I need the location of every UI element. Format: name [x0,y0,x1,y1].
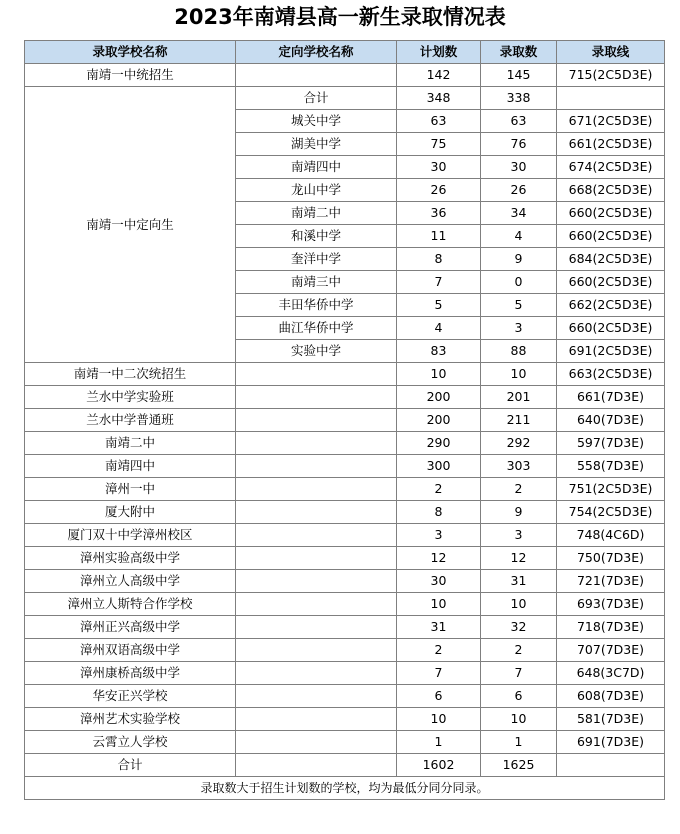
cell-admitted: 32 [481,616,557,639]
cell-school: 南靖一中二次统招生 [25,363,236,386]
table-row [25,409,665,432]
cell-plan: 6 [397,685,481,708]
cell-target: 城关中学 [236,110,397,133]
cell-target: 南靖二中 [236,202,397,225]
cell-plan: 11 [397,225,481,248]
cell-line [557,87,665,110]
cell-line: 660(2C5D3E) [557,317,665,340]
cell-admitted: 76 [481,133,557,156]
cell-target [236,662,397,685]
cell-plan: 4 [397,317,481,340]
cell-target: 龙山中学 [236,179,397,202]
cell-target [236,754,397,777]
cell-target [236,708,397,731]
cell-plan: 83 [397,340,481,363]
cell-admitted: 9 [481,501,557,524]
table-row [25,754,665,777]
header-line: 录取线 [557,41,665,64]
cell-school: 漳州立人斯特合作学校 [25,593,236,616]
cell-target: 奎洋中学 [236,248,397,271]
table-row [25,64,665,87]
cell-admitted: 7 [481,662,557,685]
admission-table [24,40,665,800]
cell-target [236,501,397,524]
table-row [25,593,665,616]
cell-plan: 26 [397,179,481,202]
cell-line: 661(2C5D3E) [557,133,665,156]
cell-line: 648(3C7D) [557,662,665,685]
cell-plan: 31 [397,616,481,639]
cell-line: 718(7D3E) [557,616,665,639]
cell-target [236,455,397,478]
cell-school: 漳州正兴高级中学 [25,616,236,639]
cell-line: 674(2C5D3E) [557,156,665,179]
cell-plan: 142 [397,64,481,87]
cell-line: 684(2C5D3E) [557,248,665,271]
cell-target: 南靖四中 [236,156,397,179]
cell-school: 漳州实验高级中学 [25,547,236,570]
cell-line: 691(2C5D3E) [557,340,665,363]
cell-plan: 7 [397,271,481,294]
cell-target [236,593,397,616]
cell-admitted: 31 [481,570,557,593]
cell-admitted: 1625 [481,754,557,777]
cell-line: 663(2C5D3E) [557,363,665,386]
cell-admitted: 34 [481,202,557,225]
cell-school: 南靖二中 [25,432,236,455]
cell-plan: 5 [397,294,481,317]
cell-school: 漳州立人高级中学 [25,570,236,593]
cell-line: 597(7D3E) [557,432,665,455]
cell-plan: 30 [397,156,481,179]
cell-line [557,754,665,777]
cell-line: 581(7D3E) [557,708,665,731]
table-row [25,501,665,524]
cell-plan: 36 [397,202,481,225]
cell-plan: 8 [397,248,481,271]
cell-school: 漳州一中 [25,478,236,501]
cell-target [236,616,397,639]
cell-line: 691(7D3E) [557,731,665,754]
cell-plan: 1602 [397,754,481,777]
cell-school: 南靖四中 [25,455,236,478]
cell-line: 707(7D3E) [557,639,665,662]
cell-target [236,64,397,87]
cell-line: 750(7D3E) [557,547,665,570]
cell-line: 608(7D3E) [557,685,665,708]
cell-admitted: 10 [481,363,557,386]
cell-target: 曲江华侨中学 [236,317,397,340]
cell-admitted: 1 [481,731,557,754]
header-school: 录取学校名称 [25,41,236,64]
cell-school: 漳州艺术实验学校 [25,708,236,731]
cell-target [236,409,397,432]
table-row [25,87,665,110]
cell-admitted: 4 [481,225,557,248]
cell-school: 漳州康桥高级中学 [25,662,236,685]
table-row [25,731,665,754]
table-row [25,685,665,708]
table-row [25,363,665,386]
cell-target [236,386,397,409]
cell-admitted: 30 [481,156,557,179]
cell-target [236,570,397,593]
table-row [25,432,665,455]
cell-line: 668(2C5D3E) [557,179,665,202]
table-row [25,662,665,685]
cell-target: 合计 [236,87,397,110]
cell-admitted: 88 [481,340,557,363]
cell-target [236,639,397,662]
cell-admitted: 303 [481,455,557,478]
cell-school: 合计 [25,754,236,777]
cell-admitted: 6 [481,685,557,708]
cell-admitted: 10 [481,593,557,616]
cell-plan: 75 [397,133,481,156]
cell-target [236,685,397,708]
cell-plan: 2 [397,639,481,662]
cell-line: 640(7D3E) [557,409,665,432]
cell-plan: 1 [397,731,481,754]
cell-line: 662(2C5D3E) [557,294,665,317]
cell-school: 兰水中学实验班 [25,386,236,409]
cell-target [236,731,397,754]
cell-admitted: 5 [481,294,557,317]
cell-line: 721(7D3E) [557,570,665,593]
cell-line: 558(7D3E) [557,455,665,478]
cell-school: 漳州双语高级中学 [25,639,236,662]
cell-line: 660(2C5D3E) [557,202,665,225]
cell-target: 南靖三中 [236,271,397,294]
cell-admitted: 0 [481,271,557,294]
cell-plan: 10 [397,363,481,386]
cell-plan: 200 [397,386,481,409]
cell-school: 云霄立人学校 [25,731,236,754]
cell-admitted: 26 [481,179,557,202]
header-plan: 计划数 [397,41,481,64]
header-row [25,41,665,64]
table-row [25,639,665,662]
cell-admitted: 9 [481,248,557,271]
cell-plan: 10 [397,593,481,616]
cell-line: 660(2C5D3E) [557,271,665,294]
cell-plan: 7 [397,662,481,685]
cell-target: 实验中学 [236,340,397,363]
cell-school: 兰水中学普通班 [25,409,236,432]
cell-plan: 300 [397,455,481,478]
cell-plan: 63 [397,110,481,133]
table-row [25,524,665,547]
cell-target: 丰田华侨中学 [236,294,397,317]
cell-admitted: 10 [481,708,557,731]
cell-line: 661(7D3E) [557,386,665,409]
note-row [25,777,665,800]
cell-target [236,363,397,386]
cell-line: 751(2C5D3E) [557,478,665,501]
cell-target [236,478,397,501]
cell-plan: 30 [397,570,481,593]
cell-plan: 8 [397,501,481,524]
cell-school: 南靖一中定向生 [25,87,236,363]
cell-admitted: 201 [481,386,557,409]
table-row [25,478,665,501]
header-admitted: 录取数 [481,41,557,64]
cell-line: 748(4C6D) [557,524,665,547]
cell-target [236,547,397,570]
cell-school: 华安正兴学校 [25,685,236,708]
page-title: 2023年南靖县高一新生录取情况表 [174,5,506,29]
cell-plan: 12 [397,547,481,570]
cell-school: 厦门双十中学漳州校区 [25,524,236,547]
table-row [25,616,665,639]
cell-plan: 290 [397,432,481,455]
cell-admitted: 145 [481,64,557,87]
cell-line: 660(2C5D3E) [557,225,665,248]
cell-plan: 10 [397,708,481,731]
cell-plan: 3 [397,524,481,547]
table-row [25,547,665,570]
cell-school: 厦大附中 [25,501,236,524]
cell-line: 754(2C5D3E) [557,501,665,524]
cell-line: 693(7D3E) [557,593,665,616]
cell-plan: 200 [397,409,481,432]
table-row [25,455,665,478]
header-target-school: 定向学校名称 [236,41,397,64]
table-row [25,708,665,731]
cell-target [236,524,397,547]
cell-admitted: 3 [481,317,557,340]
cell-admitted: 12 [481,547,557,570]
cell-plan: 348 [397,87,481,110]
cell-target [236,432,397,455]
cell-admitted: 2 [481,478,557,501]
cell-admitted: 292 [481,432,557,455]
table-row [25,386,665,409]
cell-plan: 2 [397,478,481,501]
cell-admitted: 338 [481,87,557,110]
cell-admitted: 211 [481,409,557,432]
cell-target: 和溪中学 [236,225,397,248]
cell-line: 715(2C5D3E) [557,64,665,87]
table-note: 录取数大于招生计划数的学校，均为最低分同分同录。 [25,777,665,800]
cell-admitted: 63 [481,110,557,133]
table-row [25,570,665,593]
cell-target: 湖美中学 [236,133,397,156]
cell-admitted: 3 [481,524,557,547]
cell-line: 671(2C5D3E) [557,110,665,133]
cell-school: 南靖一中统招生 [25,64,236,87]
cell-admitted: 2 [481,639,557,662]
